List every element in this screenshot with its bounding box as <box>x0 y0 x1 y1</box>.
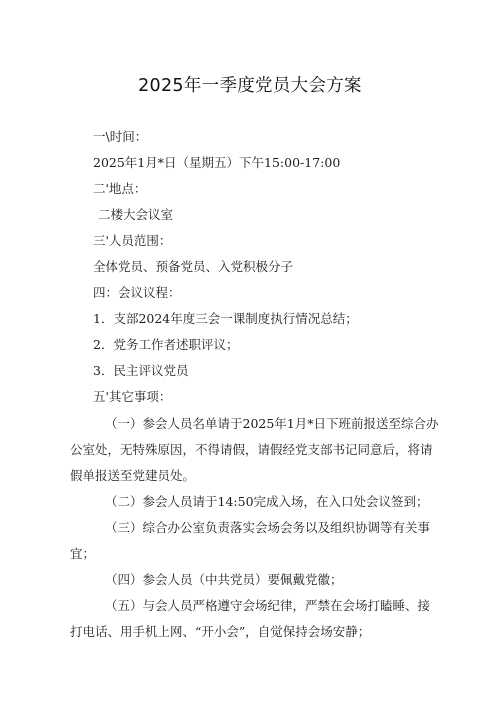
agenda-item-3: 3．民主评议党员 <box>93 363 189 378</box>
section-heading-agenda: 四：会议议程： <box>93 285 181 300</box>
section-heading-other: 五'其它事项： <box>93 389 172 404</box>
section-heading-attendees: 三'人员范围： <box>93 233 172 248</box>
section-heading-location: 二'地点： <box>93 181 147 196</box>
other-item-4: （四）参会人员（中共党员）要佩戴党徽； <box>105 572 343 587</box>
location-value: 二楼大会议室 <box>98 207 174 222</box>
agenda-item-2: 2．党务工作者述职评议； <box>93 337 239 352</box>
agenda-item-1: 1．支部2024年度三会一课制度执行情况总结； <box>93 311 358 326</box>
document-title: 2025年一季度党员大会方案 <box>138 76 362 96</box>
other-item-2: （二）参会人员请于14:50完成入场，在入口处会议签到； <box>105 494 429 509</box>
other-item-5-line-1: （五）与会人员严格遵守会场纪律，严禁在会场打瞌睡、接 <box>105 598 431 613</box>
section-heading-time: 一\时间： <box>93 129 148 144</box>
other-item-3-line-1: （三）综合办公室负责落实会场会务以及组织协调等有关事 <box>105 520 431 535</box>
other-item-1-line-2: 公室处，无特殊原因，不得请假，请假经党支部书记同意后，将请 <box>70 442 433 457</box>
other-item-5-line-2: 打电话、用手机上网、“开小会”，自觉保持会场安静； <box>70 624 371 639</box>
other-item-1-line-3: 假单报送至党建员处。 <box>70 468 196 483</box>
time-value: 2025年1月*日（星期五）下午15:00-17:00 <box>93 155 341 170</box>
other-item-1-line-1: （一）参会人员名单请于2025年1月*日下班前报送至综合办 <box>105 416 439 431</box>
other-item-3-line-2: 宜； <box>70 546 96 561</box>
attendees-value: 全体党员、预备党员、入党积极分子 <box>93 259 294 274</box>
